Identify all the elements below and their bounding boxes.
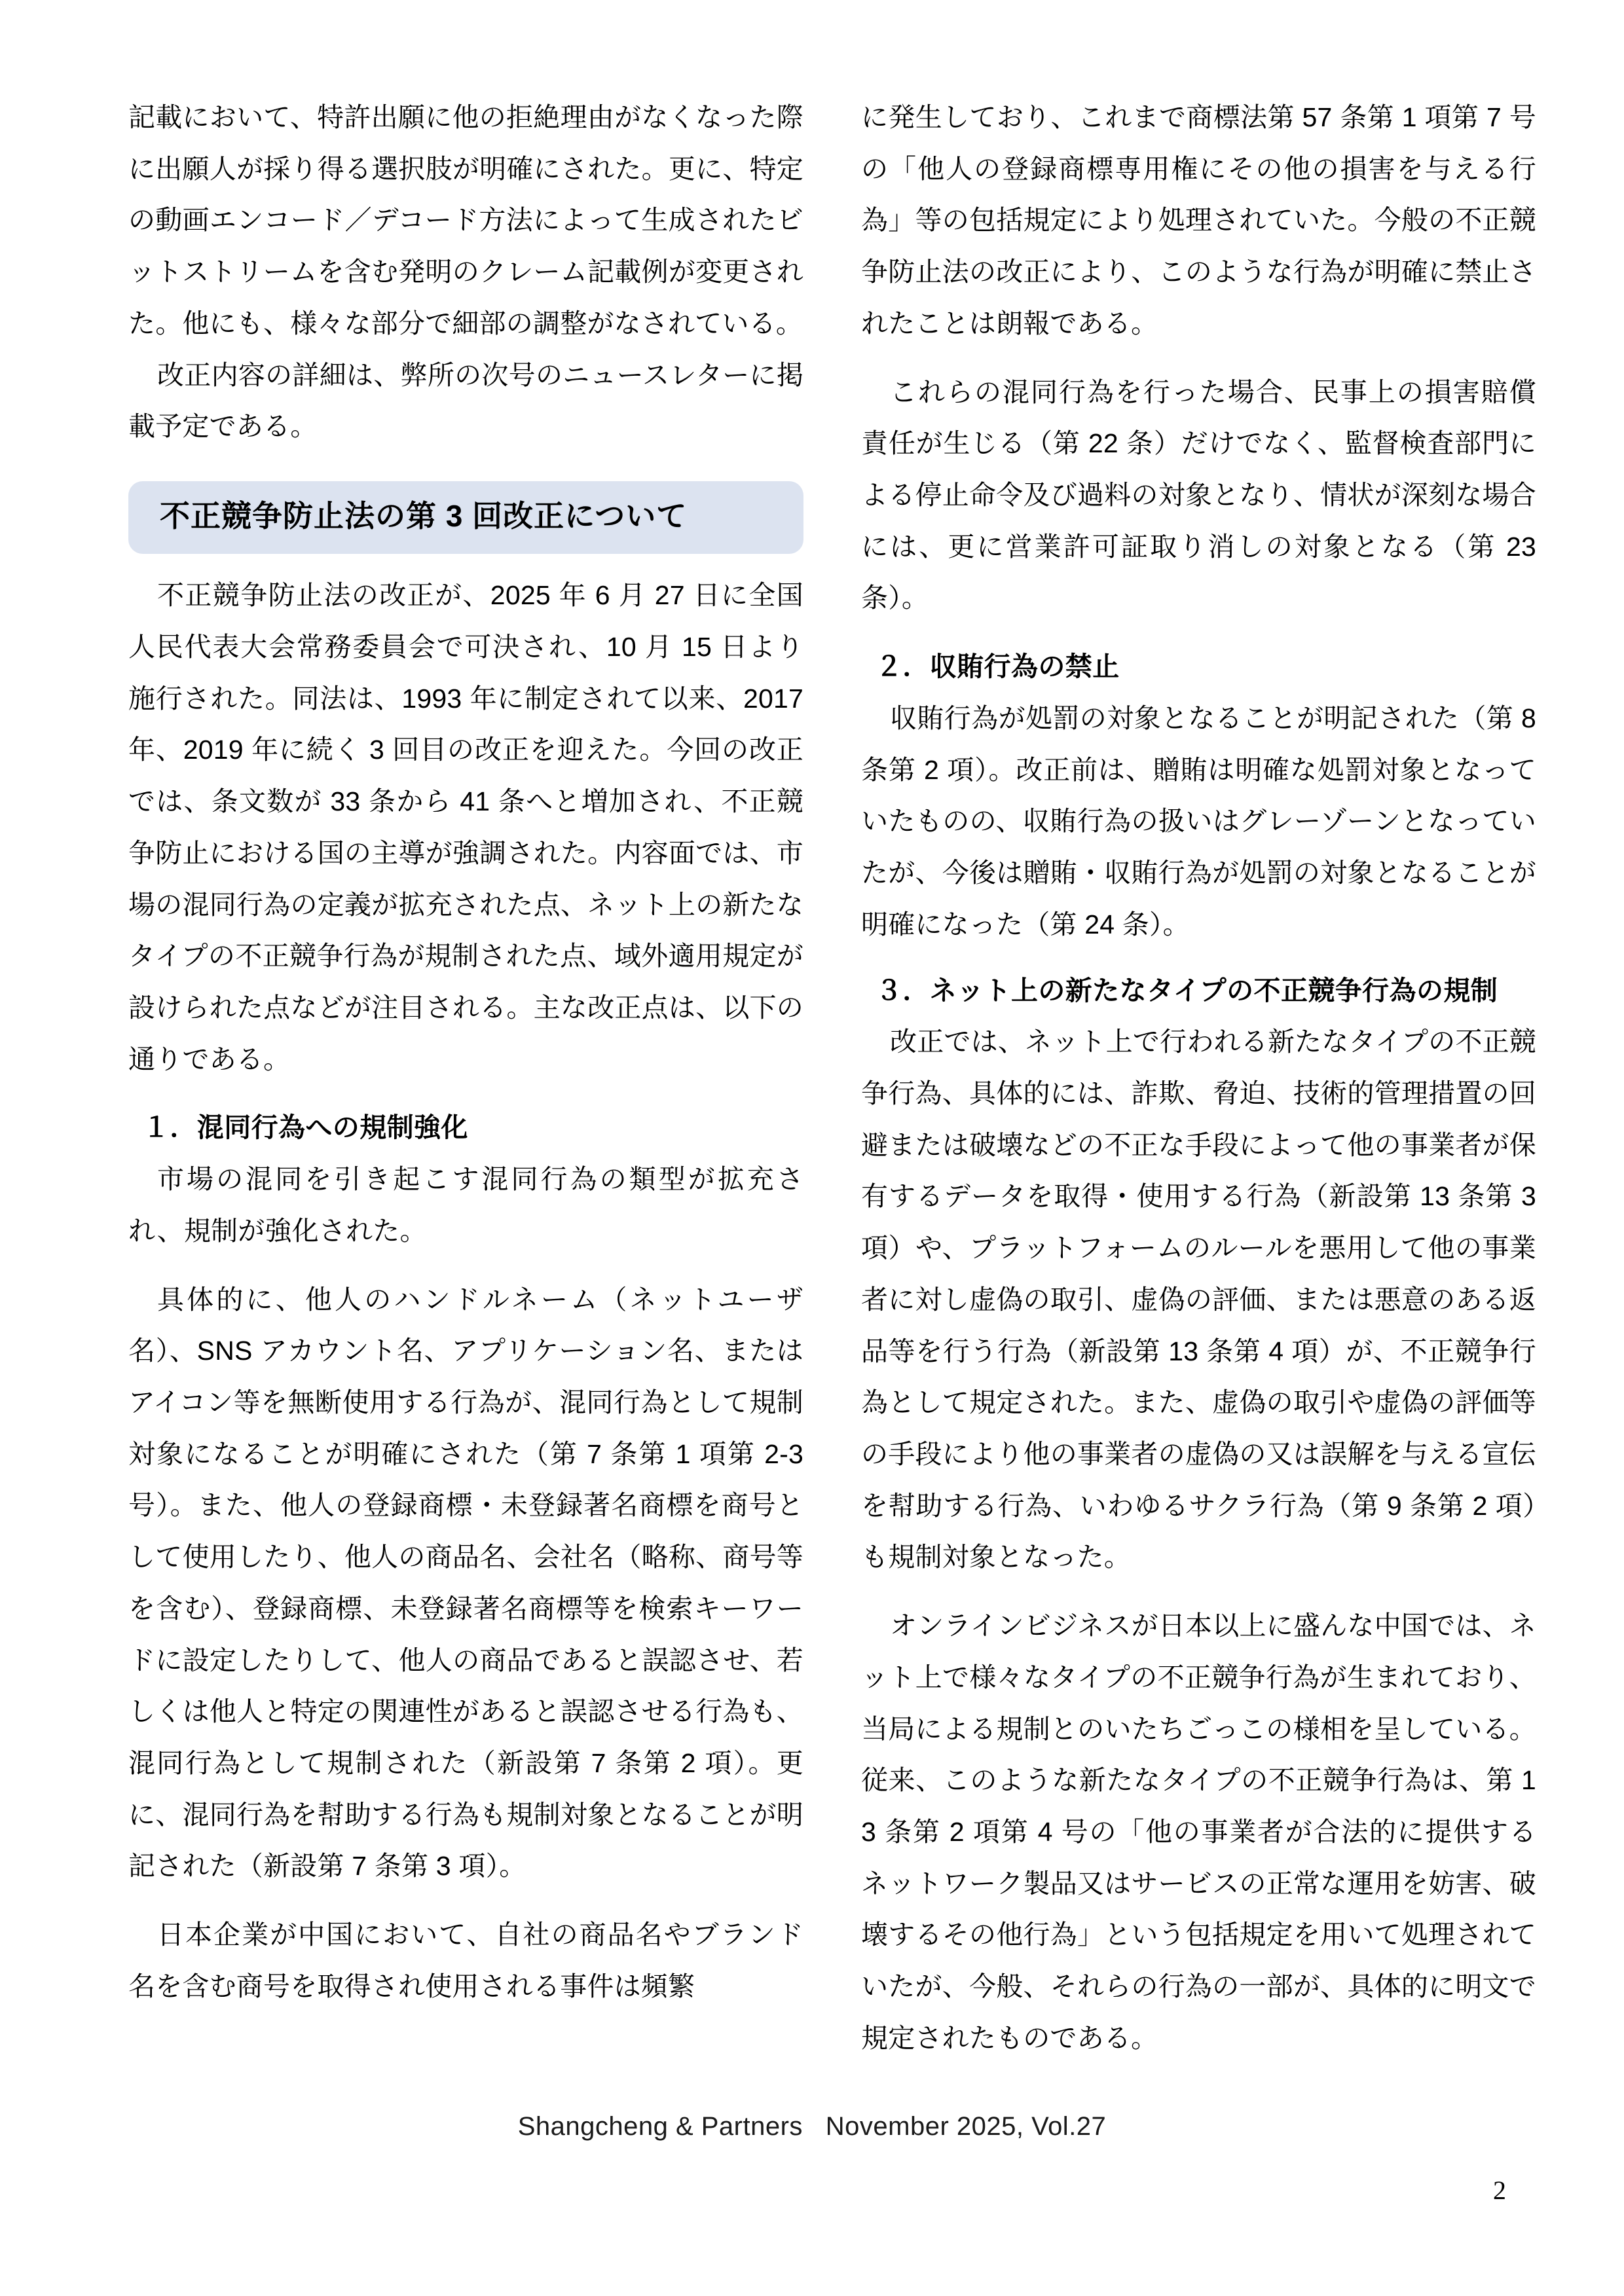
subheading-1: １．混同行為への規制強化 xyxy=(143,1112,468,1143)
page-number: 2 xyxy=(1493,2176,1506,2205)
right-paragraph-2: これらの混同行為を行った場合、民事上の損害賠償責任が生じる（第 22 条）だけでなく、監督検査部門による停止命令及び過料の対象となり、情状が深刻な場合には、更に営業許可証取り消しの対象となる（第 23 条）。 xyxy=(861,376,1536,613)
right-paragraph-5: オンラインビジネスが日本以上に盛んな中国では、ネット上で様々なタイプの不正競争行為が生まれており、当局による規制とのいたちごっこの様相を呈している。従来、このような新たなタイプの不正競争行為は、第 13 条第 2 項第 4 号の「他の事業者が合法的に提供するネットワーク製品又はサービスの正常な運用を妨害、破壊するその他行為」という包括規定を用いて処理されていたが、今般、それらの行為の一部が、具体的に明文で規定されたものである。 xyxy=(861,1611,1536,2053)
left-paragraph-5: 具体的に、他人のハンドルネーム（ネットユーザ名）、SNS アカウント名、アプリケーション名、またはアイコン等を無断使用する行為が、混同行為として規制対象になることが明確にされた（第 7 条第 1 項第 2-3 号）。また、他人の登録商標・未登録著名商標を商号として使用したり、他人の商品名、会社名（略称、商号等を含む）、登録商標、未登録著名商標等を検索キーワードに設定したりして、他人の商品であると誤認させ、若しくは他人と特定の関連性があると誤認させる行為も、混同行為として規制された（新設第 7 条第 2 項）。更に、混同行為を幇助する行為も規制対象となることが明記された（新設第 7 条第 3 項）。 xyxy=(128,1284,803,1882)
page-footer xyxy=(0,2112,1624,2141)
right-paragraph-1: に発生しており、これまで商標法第 57 条第 1 項第 7 号の「他人の登録商標専用権にその他の損害を与える行為」等の包括規定により処理されていた。今般の不正競争防止法の改正により、このような行為が明確に禁止されたことは朗報である。 xyxy=(861,102,1536,338)
left-paragraph-2: 改正内容の詳細は、弊所の次号のニュースレターに掲載予定である。 xyxy=(128,359,803,442)
left-column xyxy=(128,92,803,2069)
subheading-3: ３．ネット上の新たなタイプの不正競争行為の規制 xyxy=(876,975,1498,1006)
left-paragraph-1: 記載において、特許出願に他の拒絶理由がなくなった際に出願人が採り得る選択肢が明確にされた。更に、特定の動画エンコード／デコード方法によって生成されたビットストリームを含む発明のクレーム記載例が変更された。他にも、様々な部分で細部の調整がなされている。 xyxy=(128,102,803,338)
footer-text: Shangcheng & Partners November 2025, Vol.27 xyxy=(517,2112,1107,2141)
two-column-body xyxy=(128,92,1536,2069)
left-paragraph-3: 不正競争防止法の改正が、2025 年 6 月 27 日に全国人民代表大会常務委員会で可決され、10 月 15 日より施行された。同法は、1993 年に制定されて以来、2017 年、2019 年に続く 3 回目の改正を迎えた。今回の改正では、条文数が 33 条から 41 条へと増加され、不正競争防止における国の主導が強調された。内容面では、市場の混同行為の定義が拡充された点、ネット上の新たなタイプの不正競争行為が規制された点、域外適用規定が設けられた点などが注目される。主な改正点は、以下の通りである。 xyxy=(128,580,803,1074)
section-banner-title: 不正競争防止法の第 3 回改正について xyxy=(160,499,688,534)
right-paragraph-3: 収賄行為が処罰の対象となることが明記された（第 8 条第 2 項）。改正前は、贈賄は明確な処罰対象となっていたものの、収賄行為の扱いはグレーゾーンとなっていたが、今後は贈賄・収賄行為が処罰の対象となることが明確になった（第 24 条）。 xyxy=(861,702,1536,939)
right-column xyxy=(861,92,1536,2069)
left-paragraph-4: 市場の混同を引き起こす混同行為の類型が拡充され、規制が強化された。 xyxy=(128,1164,803,1246)
subheading-2: ２．収賄行為の禁止 xyxy=(876,651,1120,682)
left-paragraph-6: 日本企業が中国において、自社の商品名やブランド名を含む商号を取得され使用される事件は頻繁 xyxy=(128,1920,803,2001)
right-paragraph-4: 改正では、ネット上で行われる新たなタイプの不正競争行為、具体的には、詐欺、脅迫、技術的管理措置の回避または破壊などの不正な手段によって他の事業者が保有するデータを取得・使用する行為（新設第 13 条第 3 項）や、プラットフォームのルールを悪用して他の事業者に対し虚偽の取引、虚偽の評価、または悪意のある返品等を行う行為（新設第 13 条第 4 項）が、不正競争行為として規定された。また、虚偽の取引や虚偽の評価等の手段により他の事業者の虚偽の又は誤解を与える宣伝を幇助する行為、いわゆるサクラ行為（第 9 条第 2 項）も規制対象となった。 xyxy=(861,1027,1536,1573)
section-banner xyxy=(128,481,803,554)
